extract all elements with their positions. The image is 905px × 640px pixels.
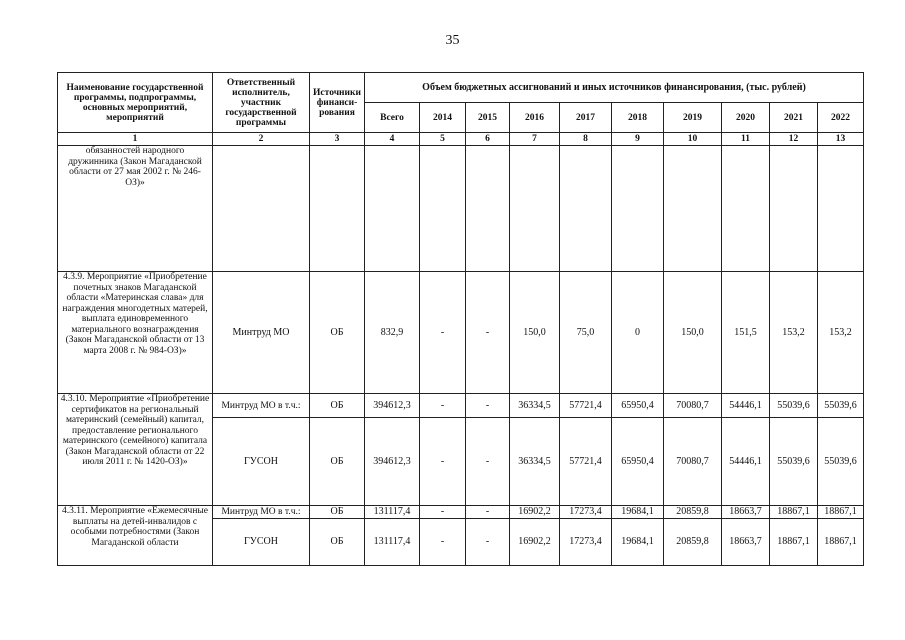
value-cell: 19684,1 [612,506,664,519]
value-cell: - [466,272,510,394]
column-number: 12 [770,133,818,146]
value-cell: - [466,506,510,519]
column-number: 5 [420,133,466,146]
value-cell: 54446,1 [722,418,770,506]
column-numbers-row [58,133,864,146]
table-row-4-3-11-sub1 [58,506,864,519]
column-number: 10 [664,133,722,146]
value-cell: 16902,2 [510,519,560,566]
empty-cell [420,146,466,272]
executor-cell: ГУСОН [213,519,310,566]
header-year: 2021 [770,103,818,133]
page-number: 35 [445,33,460,48]
row-name: 4.3.10. Мероприятие «Приобретение сертификатов на региональный материнский (семейный) капитал, предоставление регионального материнского (семейного) капитала (Закон Магаданской области от 22 июля 2011 г. № 1420-ОЗ)» [58,394,213,506]
value-cell: - [466,519,510,566]
source-cell: ОБ [310,519,365,566]
empty-cell [310,146,365,272]
column-number: 8 [560,133,612,146]
executor-cell: Минтруд МО [213,272,310,394]
value-cell: 394612,3 [365,394,420,418]
header-sources: Источники финанси-рования [310,73,365,133]
value-cell: 54446,1 [722,394,770,418]
value-cell: 18867,1 [818,519,864,566]
value-cell: - [420,418,466,506]
empty-cell [612,146,664,272]
executor-cell: Минтруд МО в т.ч.: [213,506,310,519]
column-number: 11 [722,133,770,146]
header-year: 2017 [560,103,612,133]
value-cell: 70080,7 [664,418,722,506]
value-cell: - [420,519,466,566]
value-cell: 36334,5 [510,394,560,418]
empty-cell [722,146,770,272]
empty-cell [818,146,864,272]
value-cell: - [420,506,466,519]
empty-cell [664,146,722,272]
value-cell: 150,0 [510,272,560,394]
value-cell: 18867,1 [818,506,864,519]
value-cell: 153,2 [818,272,864,394]
value-cell: 17273,4 [560,519,612,566]
column-number: 6 [466,133,510,146]
header-year: Всего [365,103,420,133]
value-cell: 20859,8 [664,519,722,566]
value-cell: 18867,1 [770,506,818,519]
empty-cell [560,146,612,272]
value-cell: 55039,6 [770,394,818,418]
value-cell: 16902,2 [510,506,560,519]
header-funding: Объем бюджетных ассигнований и иных источников финансирования, (тыс. рублей) [365,73,864,103]
value-cell: 17273,4 [560,506,612,519]
header-year: 2016 [510,103,560,133]
row-name: обязанностей народного дружинника (Закон Магаданской области от 27 мая 2002 г. № 246-ОЗ)» [58,146,213,272]
value-cell: 832,9 [365,272,420,394]
value-cell: 57721,4 [560,394,612,418]
header-executor: Ответственный исполнитель, участник государственной программы [213,73,310,133]
value-cell: 131117,4 [365,506,420,519]
value-cell: 151,5 [722,272,770,394]
table-row-continuation [58,146,864,272]
column-number: 1 [58,133,213,146]
value-cell: 55039,6 [818,418,864,506]
value-cell: - [420,272,466,394]
empty-cell [466,146,510,272]
row-name: 4.3.9. Мероприятие «Приобретение почетных знаков Магаданской области «Материнская слава» для награждения многодетных матерей, выплата единовременного материального вознаграждения (Закон Магаданской области от 13 марта 2008 г. № 984-ОЗ)» [58,272,213,394]
header-year: 2014 [420,103,466,133]
column-number: 7 [510,133,560,146]
value-cell: 57721,4 [560,418,612,506]
source-cell: ОБ [310,272,365,394]
value-cell: 65950,4 [612,394,664,418]
value-cell: 65950,4 [612,418,664,506]
value-cell: 131117,4 [365,519,420,566]
executor-cell: ГУСОН [213,418,310,506]
value-cell: 75,0 [560,272,612,394]
value-cell: - [420,394,466,418]
value-cell: - [466,394,510,418]
value-cell: 18867,1 [770,519,818,566]
value-cell: 20859,8 [664,506,722,519]
empty-cell [213,146,310,272]
source-cell: ОБ [310,418,365,506]
header-name: Наименование государственной программы, подпрограммы, основных мероприятий, мероприятий [58,73,213,133]
empty-cell [770,146,818,272]
header-row-1 [58,73,864,103]
header-year: 2022 [818,103,864,133]
value-cell: 70080,7 [664,394,722,418]
column-number: 9 [612,133,664,146]
budget-table [57,72,864,566]
header-year: 2015 [466,103,510,133]
empty-cell [510,146,560,272]
column-number: 4 [365,133,420,146]
header-year: 2019 [664,103,722,133]
value-cell: - [466,418,510,506]
header-year: 2018 [612,103,664,133]
value-cell: 394612,3 [365,418,420,506]
value-cell: 18663,7 [722,506,770,519]
value-cell: 36334,5 [510,418,560,506]
header-year: 2020 [722,103,770,133]
table-row-4-3-10-sub1 [58,394,864,418]
column-number: 3 [310,133,365,146]
table-row-4-3-9 [58,272,864,394]
value-cell: 55039,6 [818,394,864,418]
value-cell: 153,2 [770,272,818,394]
value-cell: 18663,7 [722,519,770,566]
value-cell: 0 [612,272,664,394]
column-number: 2 [213,133,310,146]
empty-cell [365,146,420,272]
source-cell: ОБ [310,506,365,519]
column-number: 13 [818,133,864,146]
source-cell: ОБ [310,394,365,418]
value-cell: 150,0 [664,272,722,394]
value-cell: 55039,6 [770,418,818,506]
row-name: 4.3.11. Мероприятие «Ежемесячные выплаты на детей-инвалидов с особыми потребностями (Закон Магаданской области [58,506,213,566]
value-cell: 19684,1 [612,519,664,566]
executor-cell: Минтруд МО в т.ч.: [213,394,310,418]
